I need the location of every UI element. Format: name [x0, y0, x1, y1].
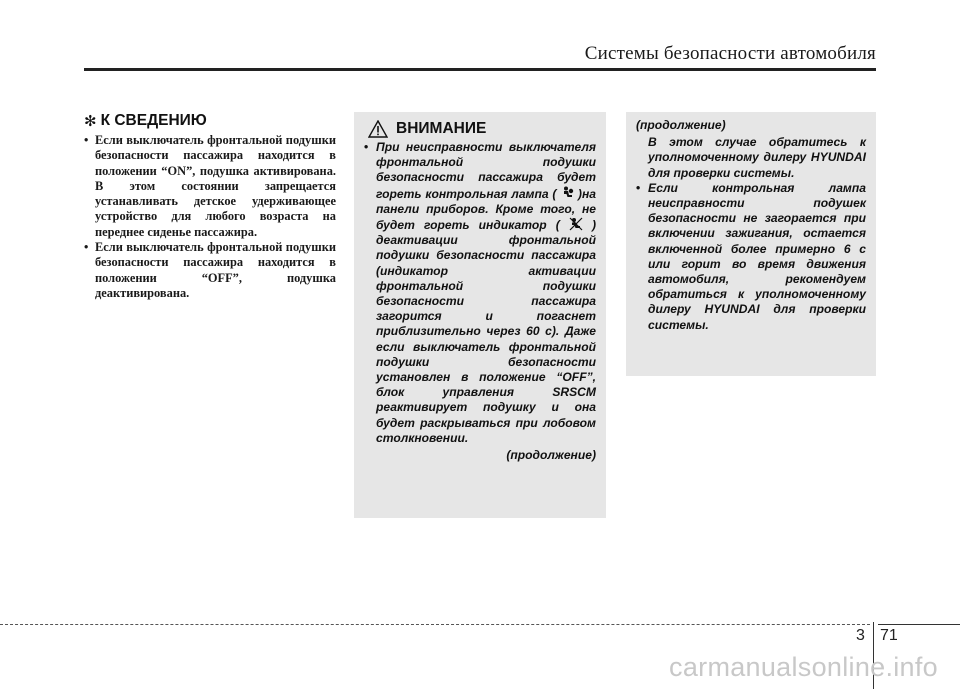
note-item: • Если выключатель фронтальной подушки безопасности пассажира находится в положении “OFF”, подушка деактивирована.: [84, 240, 336, 301]
note-item: • Если выключатель фронтальной подушки безопасности пассажира находится в положении “ON”, подушка активирована. В этом состоянии запрещается устанавливать детское удерживающее устройство для любого возраста на переднее сиденье пассажира.: [84, 133, 336, 240]
note-section: [84, 112, 336, 301]
continuation-text: В этом случае обратитесь к уполномоченному дилеру HYUNDAI для проверки системы.: [648, 135, 866, 180]
page-header-title: Системы безопасности автомобиля: [584, 43, 876, 64]
continuation-label: (продолжение): [636, 118, 726, 132]
warning-text-part2: )на панели приборов. Кроме того, не будет гореть индикатор (: [376, 186, 596, 233]
airbag-warning-icon: [560, 186, 574, 200]
warning-heading-text: ВНИМАНИЕ: [396, 120, 487, 138]
page-number: 71: [880, 627, 898, 644]
continuation-box: [626, 112, 876, 376]
warning-text-part1: При неисправности выключателя фронтальной подушки безопасности пассажира будет гореть контрольная лампа (: [376, 140, 596, 201]
note-heading: [84, 112, 336, 130]
airbag-off-indicator-icon: [569, 217, 583, 231]
warning-continued-label: (продолжение): [506, 448, 596, 463]
warning-item: [364, 140, 596, 446]
warning-text-part3: ) деактивации фронтальной подушки безопасности пассажира (индикатор активации фронтальной подушки безопасности пассажира загорится и погаснет приблизительно через 60 с). Даже если выключатель фронтальной подушки безопасности установлен в положение “OFF”, блок управления SRSCM реактивирует подушку и она будет раскрываться при лобовом столкновении.: [376, 218, 596, 445]
footer-dashed-line: [0, 624, 870, 625]
note-heading-text: К СВЕДЕНИЮ: [100, 112, 207, 129]
warning-heading: [368, 120, 596, 138]
note-list: [84, 133, 336, 301]
continuation-item: • Если контрольная лампа неисправности подушек безопасности не загорается при включении зажигания, остается включенной более примерно 6 с или горит во время движения автомобиля, рекомендуем обратиться к уполномоченному дилеру HYUNDAI для проверки системы.: [636, 181, 866, 333]
warning-triangle-icon: [368, 120, 388, 138]
watermark: carmanualsonline.info: [669, 652, 938, 682]
warning-box: [354, 112, 606, 518]
asterisk-icon: ✻: [84, 113, 97, 130]
header-rule: [84, 68, 876, 71]
warning-list: [364, 140, 596, 446]
continuation-list: [636, 181, 866, 333]
footer-line: [878, 624, 960, 625]
chapter-number: 3: [856, 627, 865, 644]
